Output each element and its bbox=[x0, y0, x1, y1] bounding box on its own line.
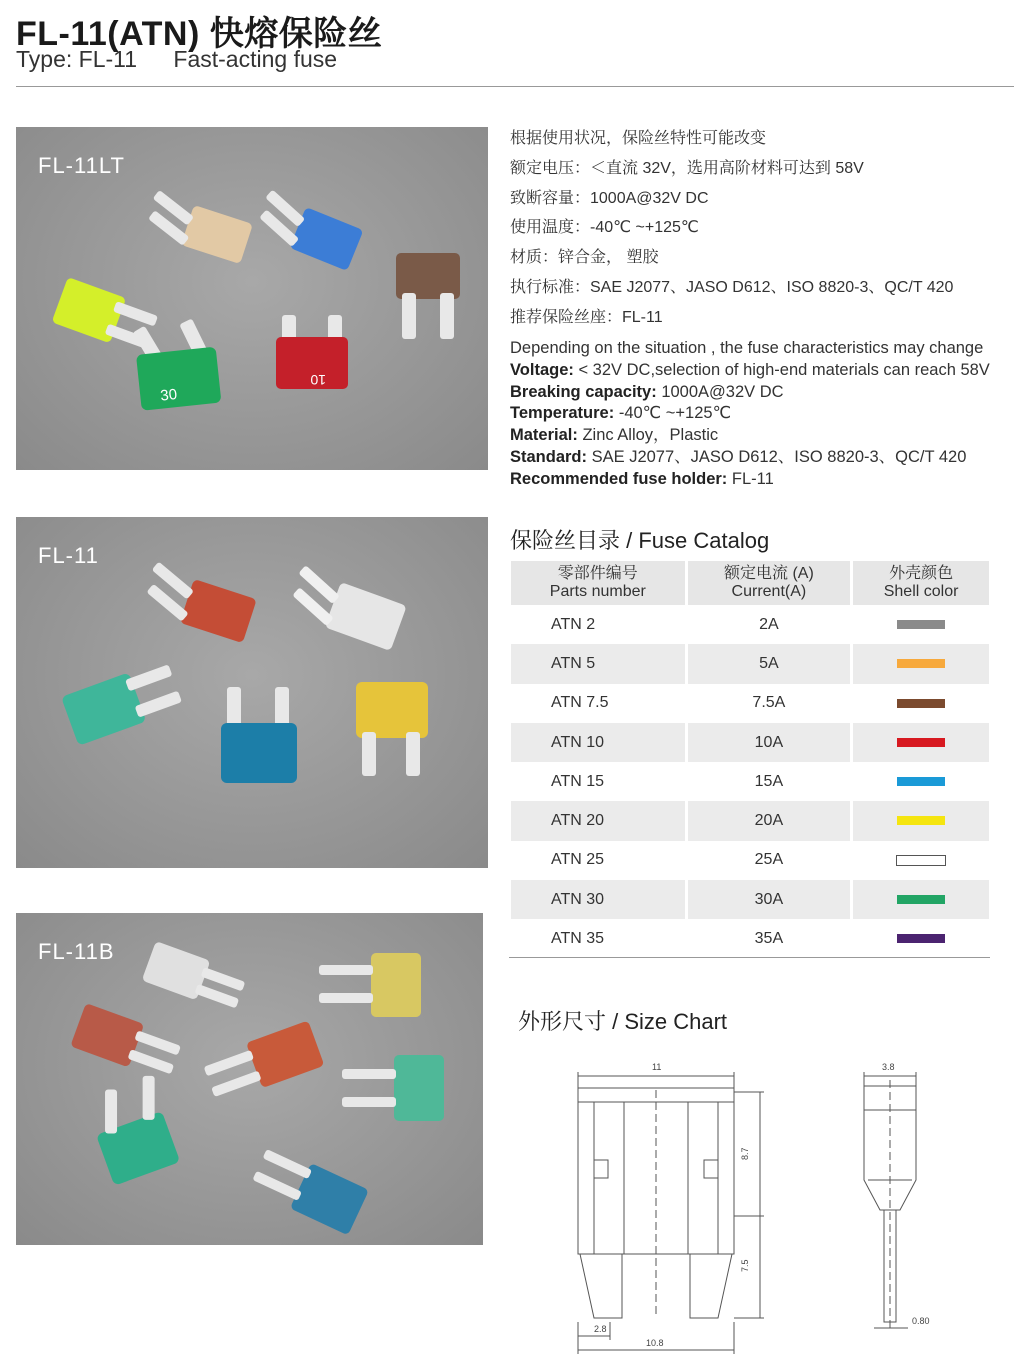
spec-holder: Recommended fuse holder: FL-11 bbox=[510, 469, 774, 488]
type-description: Fast-acting fuse bbox=[173, 46, 338, 72]
photo-fl-11b bbox=[16, 913, 483, 1245]
current-rating: 20A bbox=[688, 801, 851, 840]
shell-color bbox=[853, 605, 989, 644]
photo-fl-11 bbox=[16, 517, 488, 868]
part-number: ATN 30 bbox=[511, 880, 685, 919]
page-title: FL-11(ATN) 快熔保险丝 bbox=[16, 15, 383, 53]
spec-line: 材质：锌合金， 塑胶 bbox=[510, 249, 659, 267]
spec-intro: Depending on the situation , the fuse characteristics may change bbox=[510, 339, 984, 357]
table-row bbox=[511, 801, 989, 840]
dim-side-width: 3.8 bbox=[882, 1062, 895, 1072]
fuse-mark-10: 10 bbox=[310, 372, 326, 388]
part-number: ATN 25 bbox=[551, 851, 605, 869]
shell-color bbox=[853, 919, 989, 958]
shell-color bbox=[853, 762, 989, 801]
spec-line: 致断容量：1000A@32V DC bbox=[510, 189, 709, 207]
shell-color bbox=[853, 880, 989, 919]
photo-label: FL-11B bbox=[38, 939, 115, 964]
part-number: ATN 20 bbox=[511, 801, 685, 840]
type-label: Type: FL-11 bbox=[16, 46, 138, 72]
dim-width-bottom: 10.8 bbox=[646, 1338, 664, 1348]
color-swatch bbox=[896, 855, 946, 866]
color-swatch bbox=[897, 699, 945, 708]
color-swatch bbox=[897, 777, 945, 786]
shell-color bbox=[853, 644, 989, 683]
specs-chinese bbox=[510, 124, 953, 333]
current-rating: 35A bbox=[754, 930, 784, 948]
spec-line: 额定电压：＜直流 32V，选用高阶材料可达到 58V bbox=[510, 159, 864, 177]
header-divider bbox=[16, 86, 1014, 87]
part-number: ATN 2 bbox=[551, 615, 596, 633]
color-swatch bbox=[897, 659, 945, 668]
color-swatch bbox=[897, 620, 945, 629]
current-rating: 7.5A bbox=[752, 694, 786, 712]
spec-line: 使用温度：-40℃ ~+125℃ bbox=[510, 219, 699, 237]
shell-color bbox=[853, 801, 989, 840]
table-row bbox=[511, 723, 989, 762]
part-number: ATN 10 bbox=[511, 723, 685, 762]
color-swatch bbox=[897, 895, 945, 904]
table-row bbox=[511, 684, 989, 723]
table-row bbox=[511, 880, 989, 919]
color-swatch bbox=[897, 738, 945, 747]
color-swatch bbox=[897, 816, 945, 825]
table-row bbox=[511, 605, 989, 644]
dim-blade-height: 7.5 bbox=[740, 1259, 750, 1272]
dim-width-top: 11 bbox=[652, 1062, 662, 1072]
part-number: ATN 35 bbox=[551, 930, 605, 948]
spec-voltage: Voltage: < 32V DC,selection of high-end materials can reach 58V bbox=[510, 360, 990, 379]
part-number: ATN 5 bbox=[511, 644, 685, 683]
table-row bbox=[511, 762, 989, 801]
spec-line: 执行标准：SAE J2077、JASO D612、ISO 8820-3、QC/T 420 bbox=[510, 278, 954, 296]
dim-blade-width: 2.8 bbox=[594, 1324, 607, 1334]
table-row bbox=[511, 919, 989, 958]
header-color: 外壳颜色 Shell color bbox=[853, 561, 989, 605]
table-row bbox=[511, 644, 989, 683]
current-rating: 30A bbox=[688, 880, 851, 919]
shell-color bbox=[853, 684, 989, 723]
current-rating: 5A bbox=[688, 644, 851, 683]
spec-standard: Standard: SAE J2077、JASO D612、ISO 8820-3、QC/T 420 bbox=[510, 447, 967, 466]
dim-body-height: 8.7 bbox=[740, 1147, 750, 1160]
catalog-divider bbox=[509, 957, 990, 958]
specs-english bbox=[510, 338, 990, 491]
current-rating: 25A bbox=[754, 851, 784, 869]
spec-breaking: Breaking capacity: 1000A@32V DC bbox=[510, 382, 784, 401]
catalog-title: 保险丝目录 / Fuse Catalog bbox=[510, 528, 770, 553]
spec-line: 根据使用状况，保险丝特性可能改变 bbox=[510, 130, 767, 147]
part-number: ATN 7.5 bbox=[551, 694, 609, 712]
spec-temperature: Temperature: -40℃ ~+125℃ bbox=[510, 404, 732, 423]
part-number: ATN 15 bbox=[551, 772, 605, 790]
header-parts: 零部件编号 Parts number bbox=[511, 561, 685, 605]
shell-color bbox=[853, 841, 989, 880]
spec-line: 推荐保险丝座：FL-11 bbox=[510, 308, 663, 326]
current-rating: 2A bbox=[759, 615, 779, 633]
front-view bbox=[578, 1072, 764, 1354]
side-view bbox=[864, 1072, 916, 1330]
photo-label: FL-11 bbox=[38, 543, 99, 568]
current-rating: 15A bbox=[754, 772, 784, 790]
photo-fl-11lt bbox=[16, 127, 488, 470]
spec-material: Material: Zinc Alloy，Plastic bbox=[510, 426, 719, 445]
fuse-catalog-table bbox=[508, 561, 992, 959]
size-chart-drawing bbox=[560, 1050, 980, 1360]
fuse-illustration bbox=[16, 517, 488, 868]
photo-label: FL-11LT bbox=[38, 153, 125, 178]
fuse-mark-30: 30 bbox=[159, 385, 178, 405]
dim-side-blade: 0.80 bbox=[912, 1316, 930, 1326]
color-swatch bbox=[897, 934, 945, 943]
size-chart-title: 外形尺寸 / Size Chart bbox=[518, 1009, 728, 1034]
current-rating: 10A bbox=[688, 723, 851, 762]
table-row bbox=[511, 841, 989, 880]
shell-color bbox=[853, 723, 989, 762]
page-subtitle bbox=[16, 46, 367, 73]
header-current: 额定电流 (A) Current(A) bbox=[688, 561, 851, 605]
